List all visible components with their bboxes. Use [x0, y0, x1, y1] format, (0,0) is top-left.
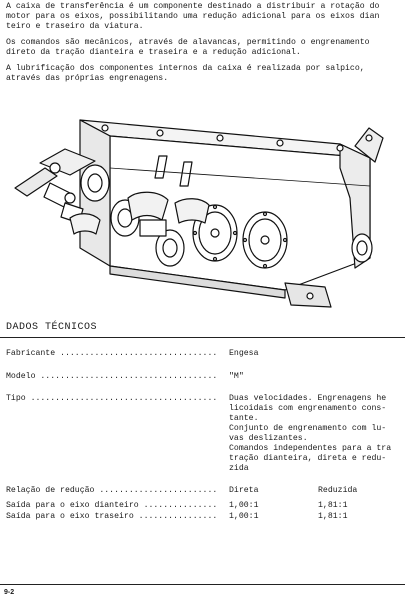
intro-paragraph-1: A caixa de transferência é um componente destinado a distribuir a rotação do motor para os eixos, possibilitando uma redução adicional para os eixos dian teiro e traseiro da viatura. — [6, 2, 380, 31]
spec-value-fabricante: Engesa — [229, 349, 259, 358]
section-divider — [0, 337, 405, 338]
spec-label-tipo: Tipo ...................................... — [6, 394, 218, 403]
section-title: DADOS TÉCNICOS — [6, 322, 98, 333]
transfer-case-illustration — [10, 108, 395, 313]
spec-label-traseiro: Saída para o eixo traseiro ................ — [6, 512, 218, 521]
page-number: 9-2 — [4, 589, 15, 596]
spec-label-fabricante: Fabricante ................................ — [6, 349, 218, 358]
spec-value-traseiro-direta: 1,00:1 — [229, 512, 259, 521]
spec-value-modelo: "M" — [229, 372, 244, 381]
intro-paragraph-3: A lubrificação dos componentes internos da caixa é realizada por salpico, através das próprias engrenagens. — [6, 64, 365, 83]
spec-value-dianteiro-reduzida: 1,81:1 — [318, 501, 348, 510]
intro-paragraph-2: Os comandos são mecânicos, através de alavancas, permitindo o engrenamento direto da tração dianteira e traseira e a redução adicional. — [6, 38, 370, 57]
spec-value-tipo: Duas velocidades. Engrenagens he licoidais com engrenamento cons- tante. Conjunto de engrenamento com lu- vas deslizantes. Comandos independentes para a tra tração dianteira, direta e redu- zida — [229, 394, 392, 473]
spec-value-dianteiro-direta: 1,00:1 — [229, 501, 259, 510]
spec-label-modelo: Modelo .................................... — [6, 372, 218, 381]
spec-label-dianteiro: Saída para o eixo dianteiro ............... — [6, 501, 218, 510]
spec-header-reduzida: Reduzida — [318, 486, 358, 495]
footer-divider — [0, 584, 405, 585]
spec-label-relacao: Relação de redução ........................ — [6, 486, 218, 495]
spec-header-direta: Direta — [229, 486, 259, 495]
spec-value-traseiro-reduzida: 1,81:1 — [318, 512, 348, 521]
